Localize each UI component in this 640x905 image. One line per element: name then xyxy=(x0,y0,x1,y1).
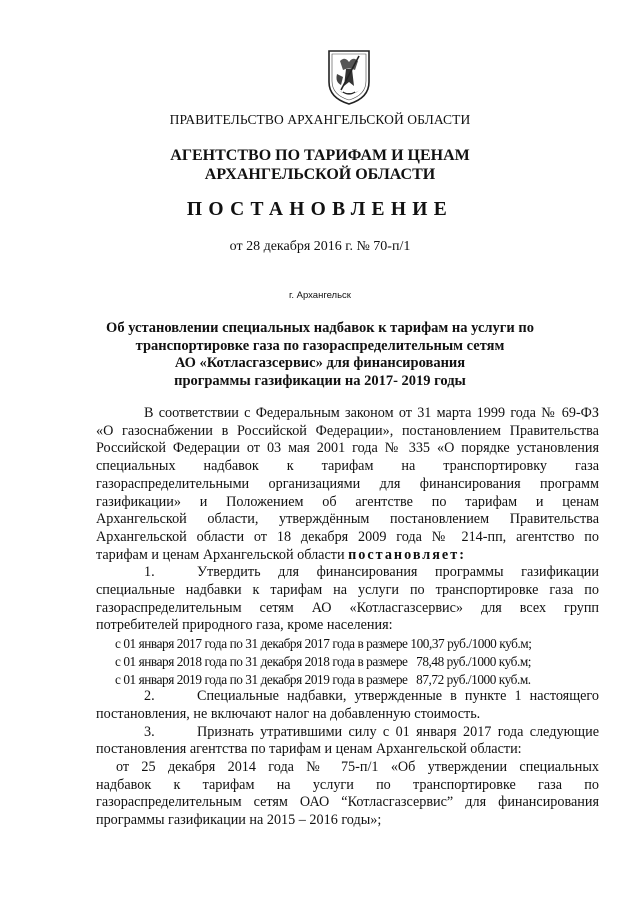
item1-line: газораспределительным сетям АО «Котласгазсервис» для всех групп xyxy=(96,599,599,616)
coat-of-arms-icon xyxy=(326,48,372,106)
document-type-title: ПОСТАНОВЛЕНИЕ xyxy=(186,199,454,220)
preamble-line: тарифам и ценам Архангельской области xyxy=(96,546,345,563)
decree-word: постановляет: xyxy=(348,546,466,563)
item2-number: 2. xyxy=(144,688,155,705)
subject-line: транспортировке газа по газораспределительным сетям xyxy=(135,337,505,354)
item3-subitem-line: газораспределительным сетям ОАО “Котласгазсервис” для финансирования xyxy=(96,794,599,811)
item3-text: Признать утратившими силу с 01 января 2017 года следующие xyxy=(197,723,599,740)
subject-line: программы газификации на 2017- 2019 годы xyxy=(174,372,466,389)
item1-text: Утвердить для финансирования программы газификации xyxy=(197,564,599,581)
item1-first-line xyxy=(96,564,599,582)
item3-subitem-line: надбавок к тарифам на услуги по транспортировке газа по xyxy=(96,776,599,793)
item1-line: потребителей природного газа, кроме населения: xyxy=(96,617,393,634)
subject-line: Об установлении специальных надбавок к тарифам на услуги по xyxy=(106,320,534,336)
agency-name xyxy=(0,146,640,184)
document-city: г. Архангельск xyxy=(289,290,351,301)
preamble-line: Архангельской области от 18 декабря 2009 года № 214-пп, агентство по xyxy=(96,528,599,545)
rate-line-2017: с 01 января 2017 года по 31 декабря 2017 года в размере 100,37 руб./1000 куб.м; xyxy=(115,636,532,652)
subject-line: АО «Котласгазсервис» для финансирования xyxy=(174,355,466,371)
preamble-line: Архангельской области, утверждённым постановлением Правительства xyxy=(96,511,599,528)
preamble-line: «О газоснабжении в Российской Федерации», постановлением Правительства xyxy=(96,422,599,439)
government-name: ПРАВИТЕЛЬСТВО АРХАНГЕЛЬСКОЙ ОБЛАСТИ xyxy=(169,112,471,127)
item3-subitem-line: программы газификации на 2015 – 2016 годы»; xyxy=(96,812,382,829)
item3-number: 3. xyxy=(144,723,155,740)
preamble-line: В соответствии с Федеральным законом от 31 марта 1999 года № 69-ФЗ xyxy=(144,405,599,421)
preamble-line: специальных надбавок к тарифам на транспортировку газа xyxy=(96,458,599,475)
agency-name-line2: АРХАНГЕЛЬСКОЙ ОБЛАСТИ xyxy=(204,166,436,183)
rate-line-2019: с 01 января 2019 года по 31 декабря 2019 года в размере 87,72 руб./1000 куб.м. xyxy=(115,671,531,687)
preamble-line: газификации» и Положением об агентстве по тарифам и ценам xyxy=(96,493,599,510)
item3-line: постановления агентства по тарифам и ценам Архангельской области: xyxy=(96,741,522,758)
item1-number: 1. xyxy=(144,564,155,581)
preamble-line: газораспределительными организациями для финансирования программ xyxy=(96,475,599,492)
item2-line: постановления, не включают налог на добавленную стоимость. xyxy=(96,705,481,722)
item3-first-line xyxy=(96,724,599,742)
item1-line: специальные надбавки к тарифам на услуги по транспортировке газа по xyxy=(96,582,599,599)
rate-line-2018: с 01 января 2018 года по 31 декабря 2018 года в размере 78,48 руб./1000 куб.м; xyxy=(115,653,532,669)
item2-text: Специальные надбавки, утвержденные в пункте 1 настоящего xyxy=(197,688,599,705)
document-body xyxy=(96,405,599,830)
preamble-line: Российской Федерации от 03 мая 2001 года № 335 «О порядке установления xyxy=(96,440,599,457)
preamble-line-final xyxy=(96,547,599,565)
document-subject xyxy=(0,320,640,390)
item3-subitem-line: от 25 декабря 2014 года № 75-п/1 «Об утверждении специальных xyxy=(116,759,599,776)
item2-first-line xyxy=(96,688,599,706)
agency-name-line1: АГЕНТСТВО ПО ТАРИФАМ И ЦЕНАМ xyxy=(170,147,470,164)
document-date-number: от 28 декабря 2016 г. № 70-п/1 xyxy=(229,239,411,254)
